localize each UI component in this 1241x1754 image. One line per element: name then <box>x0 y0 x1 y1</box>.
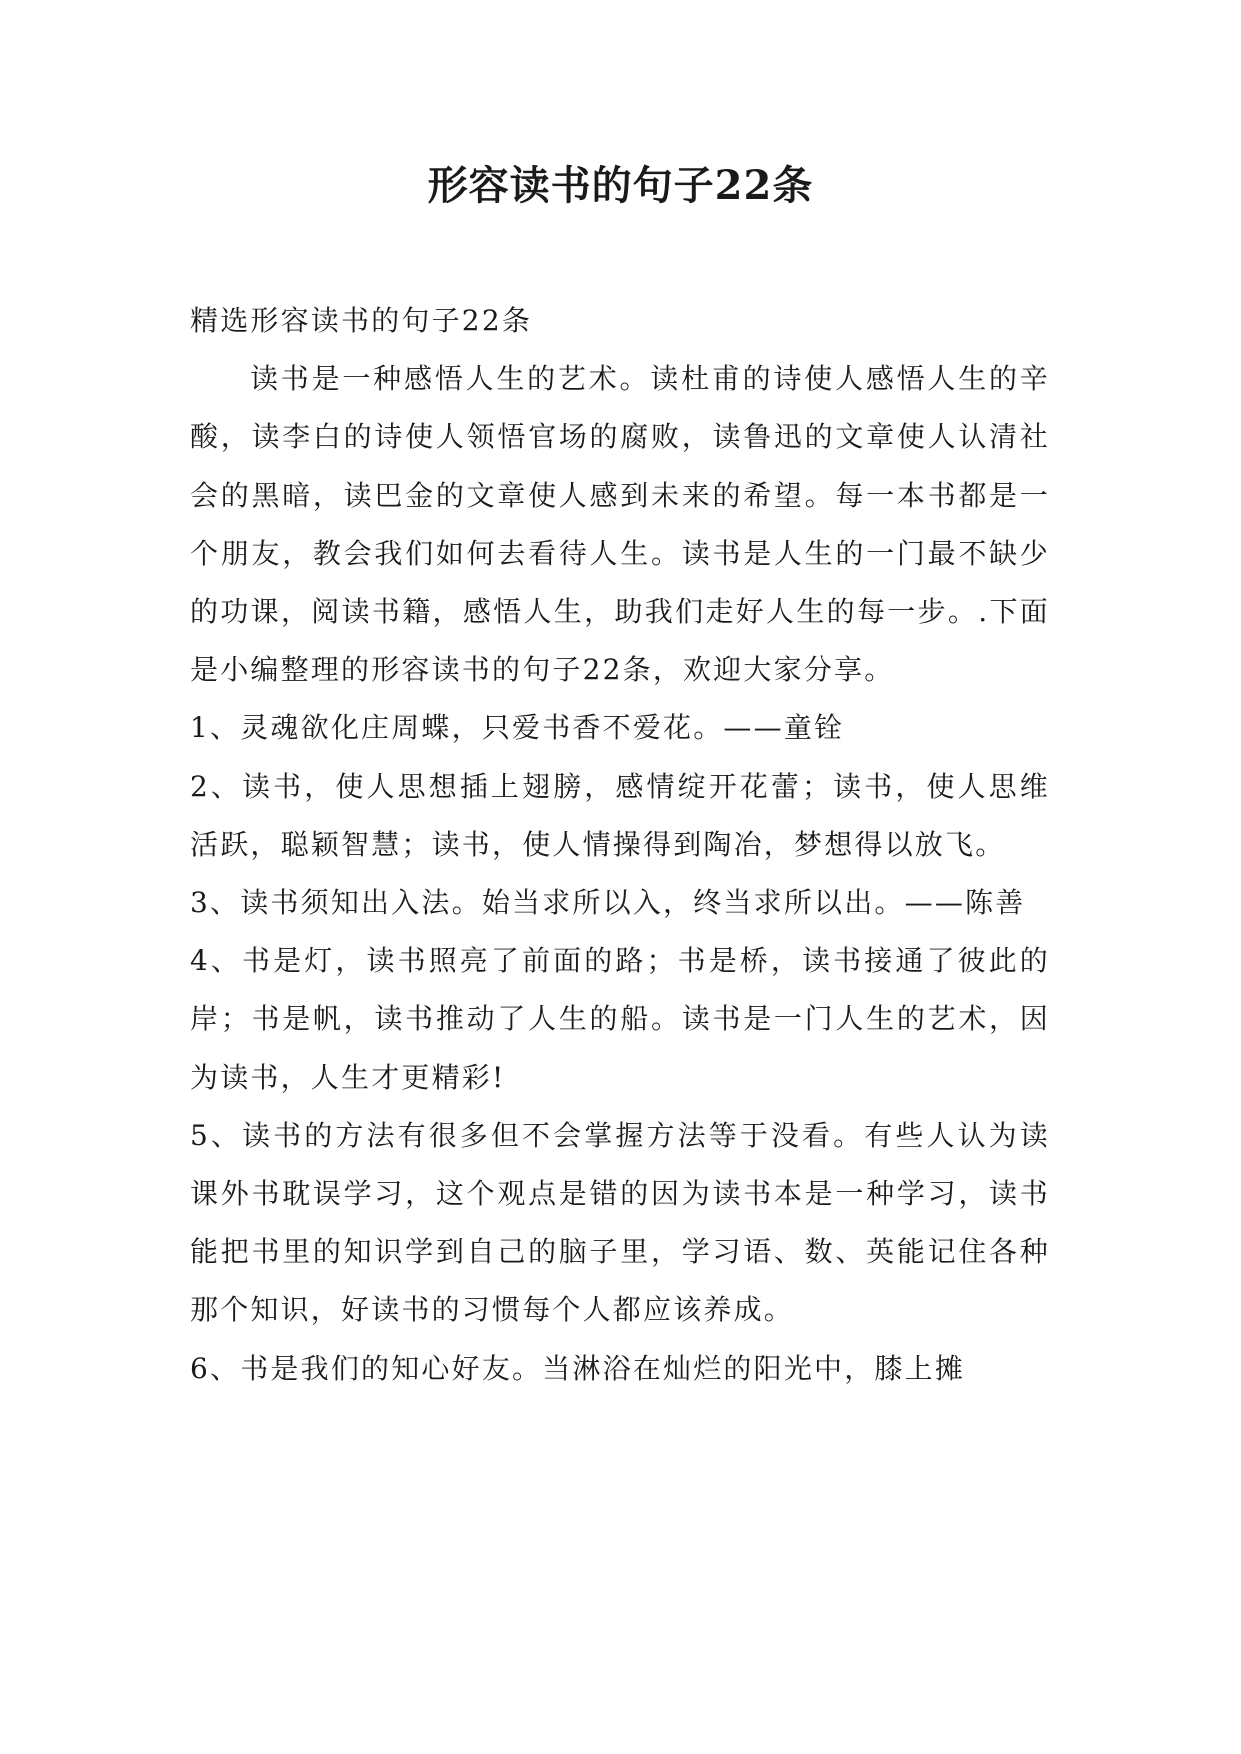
list-item: 4、书是灯，读书照亮了前面的路；书是桥，读书接通了彼此的岸；书是帆，读书推动了人生的船。读书是一门人生的艺术，因为读书，人生才更精彩! <box>190 944 1050 1094</box>
list-item: 1、灵魂欲化庄周蝶，只爱书香不爱花。——童铨 <box>190 711 845 745</box>
list-item: 3、读书须知出入法。始当求所以入，终当求所以出。——陈善 <box>190 886 1026 920</box>
document-body <box>190 292 1050 1398</box>
list-item: 6、书是我们的知心好友。当淋浴在灿烂的阳光中，膝上摊 <box>190 1351 966 1385</box>
intro-paragraph: 读书是一种感悟人生的艺术。读杜甫的诗使人感悟人生的辛酸，读李白的诗使人领悟官场的腐败，读鲁迅的文章使人认清社会的黑暗，读巴金的文章使人感到未来的希望。每一本书都是一个朋友，教会我们如何去看待人生。读书是人生的一门最不缺少的功课，阅读书籍，感悟人生，助我们走好人生的每一步。.下面是小编整理的形容读书的句子22条，欢迎大家分享。 <box>190 362 1050 687</box>
list-item: 5、读书的方法有很多但不会掌握方法等于没看。有些人认为读课外书耽误学习，这个观点是错的因为读书本是一种学习，读书能把书里的知识学到自己的脑子里，学习语、数、英能记住各种那个知识，好读书的习惯每个人都应该养成。 <box>190 1118 1050 1327</box>
list-item: 2、读书，使人思想插上翅膀，感情绽开花蕾；读书，使人思维活跃，聪颖智慧；读书，使人情操得到陶冶，梦想得以放飞。 <box>190 769 1050 861</box>
document-title: 形容读书的句子22条 <box>427 162 814 209</box>
document-subtitle: 精选形容读书的句子22条 <box>190 304 533 337</box>
